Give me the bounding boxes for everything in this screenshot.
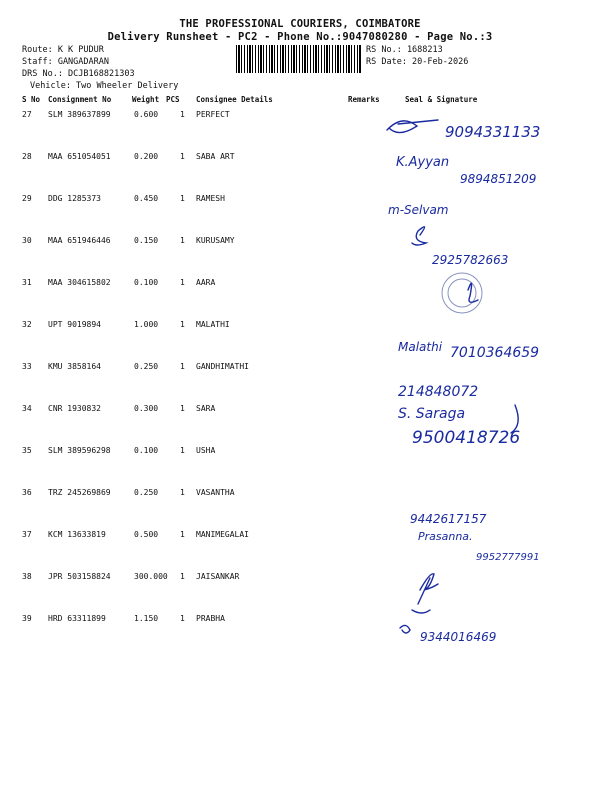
- cell-pcs: 1: [180, 194, 185, 203]
- hw-phone-1: 9094331133: [445, 123, 541, 141]
- cell-wt: 0.250: [134, 488, 159, 497]
- hw-phone-9: 9344016469: [420, 630, 497, 644]
- cell-cn: DDG 1285373: [48, 194, 101, 203]
- cell-wt: 0.300: [134, 404, 159, 413]
- runsheet-subtitle: Delivery Runsheet - PC2 - Phone No.:9047080280 - Page No.:3: [107, 31, 493, 43]
- cell-pcs: 1: [180, 446, 185, 455]
- hw-signature-5: S. Saraga: [398, 406, 466, 422]
- cell-cn: UPT 9019894: [48, 320, 101, 329]
- cell-wt: 0.250: [134, 362, 159, 371]
- cell-sno: 34: [22, 404, 32, 413]
- cell-name: RAMESH: [196, 194, 225, 203]
- hw-phone-8: 9952777991: [476, 552, 540, 563]
- cell-cn: SLM 389596298: [48, 446, 111, 455]
- cell-sno: 39: [22, 614, 32, 623]
- hw-phone-3: 2925782663: [432, 253, 509, 267]
- rs-date-label: RS Date: 20-Feb-2026: [366, 57, 469, 67]
- hw-signature-2: K.Ayyan: [396, 155, 450, 170]
- cell-wt: 0.450: [134, 194, 159, 203]
- col-consignment: Consignment No: [48, 95, 112, 104]
- col-sno: S No: [22, 95, 41, 104]
- cell-cn: SLM 389637899: [48, 110, 111, 119]
- cell-wt: 0.600: [134, 110, 159, 119]
- cell-cn: MAA 651946446: [48, 236, 111, 245]
- cell-wt: 300.000: [134, 572, 168, 581]
- cell-pcs: 1: [180, 320, 185, 329]
- cell-pcs: 1: [180, 488, 185, 497]
- hw-signature-4: Malathi: [398, 340, 443, 354]
- hw-phone-6: 9500418726: [412, 428, 521, 448]
- cell-sno: 38: [22, 572, 32, 581]
- cell-pcs: 1: [180, 614, 185, 623]
- cell-cn: JPR 503158824: [48, 572, 111, 581]
- col-consignee: Consignee Details: [196, 95, 273, 104]
- cell-name: JAISANKAR: [196, 572, 240, 581]
- cell-cn: CNR 1930832: [48, 404, 101, 413]
- rs-no-label: RS No.: 1688213: [366, 45, 443, 55]
- cell-name: SABA ART: [196, 152, 235, 161]
- cell-name: MANIMEGALAI: [196, 530, 249, 539]
- cell-wt: 0.100: [134, 278, 159, 287]
- cell-wt: 0.150: [134, 236, 159, 245]
- cell-sno: 32: [22, 320, 32, 329]
- cell-cn: KMU 3858164: [48, 362, 101, 371]
- cell-pcs: 1: [180, 110, 185, 119]
- hw-phone-7: 9442617157: [410, 512, 487, 526]
- cell-name: USHA: [196, 446, 216, 455]
- cell-cn: MAA 304615802: [48, 278, 111, 287]
- cell-name: MALATHI: [196, 320, 230, 329]
- cell-pcs: 1: [180, 362, 185, 371]
- cell-pcs: 1: [180, 404, 185, 413]
- cell-sno: 36: [22, 488, 32, 497]
- cell-wt: 0.200: [134, 152, 159, 161]
- drs-no-label: DRS No.: DCJB168821303: [22, 69, 135, 79]
- cell-sno: 35: [22, 446, 32, 455]
- cell-pcs: 1: [180, 278, 185, 287]
- cell-name: VASANTHA: [196, 488, 235, 497]
- vehicle-label: Vehicle: Two Wheeler Delivery: [30, 81, 179, 91]
- staff-label: Staff: GANGADARAN: [22, 57, 109, 67]
- cell-sno: 31: [22, 278, 32, 287]
- cell-pcs: 1: [180, 152, 185, 161]
- cell-sno: 28: [22, 152, 32, 161]
- cell-cn: MAA 651054051: [48, 152, 111, 161]
- col-remarks: Remarks: [348, 95, 380, 104]
- hw-phone-5: 214848072: [398, 384, 479, 400]
- col-weight: Weight: [132, 95, 160, 104]
- cell-wt: 0.500: [134, 530, 159, 539]
- cell-cn: KCM 13633819: [48, 530, 106, 539]
- cell-cn: TRZ 245269869: [48, 488, 111, 497]
- company-title: THE PROFESSIONAL COURIERS, COIMBATORE: [179, 18, 421, 30]
- cell-cn: HRD 63311899: [48, 614, 106, 623]
- hw-signature-3: m-Selvam: [388, 203, 449, 217]
- cell-sno: 30: [22, 236, 32, 245]
- col-seal: Seal & Signature: [405, 95, 478, 104]
- hw-phone-2: 9894851209: [460, 172, 537, 186]
- cell-pcs: 1: [180, 236, 185, 245]
- cell-name: AARA: [196, 278, 216, 287]
- cell-name: GANDHIMATHI: [196, 362, 249, 371]
- cell-pcs: 1: [180, 572, 185, 581]
- cell-wt: 1.150: [134, 614, 159, 623]
- cell-sno: 37: [22, 530, 32, 539]
- cell-pcs: 1: [180, 530, 185, 539]
- hw-phone-4: 7010364659: [450, 345, 540, 361]
- cell-wt: 1.000: [134, 320, 159, 329]
- cell-name: PERFECT: [196, 110, 230, 119]
- cell-name: SARA: [196, 404, 216, 413]
- cell-name: PRABHA: [196, 614, 225, 623]
- cell-name: KURUSAMY: [196, 236, 235, 245]
- cell-sno: 27: [22, 110, 32, 119]
- col-pcs: PCS: [166, 95, 180, 104]
- cell-sno: 33: [22, 362, 32, 371]
- hw-signature-6: Prasanna.: [418, 530, 473, 543]
- route-label: Route: K K PUDUR: [22, 45, 104, 55]
- cell-wt: 0.100: [134, 446, 159, 455]
- cell-sno: 29: [22, 194, 32, 203]
